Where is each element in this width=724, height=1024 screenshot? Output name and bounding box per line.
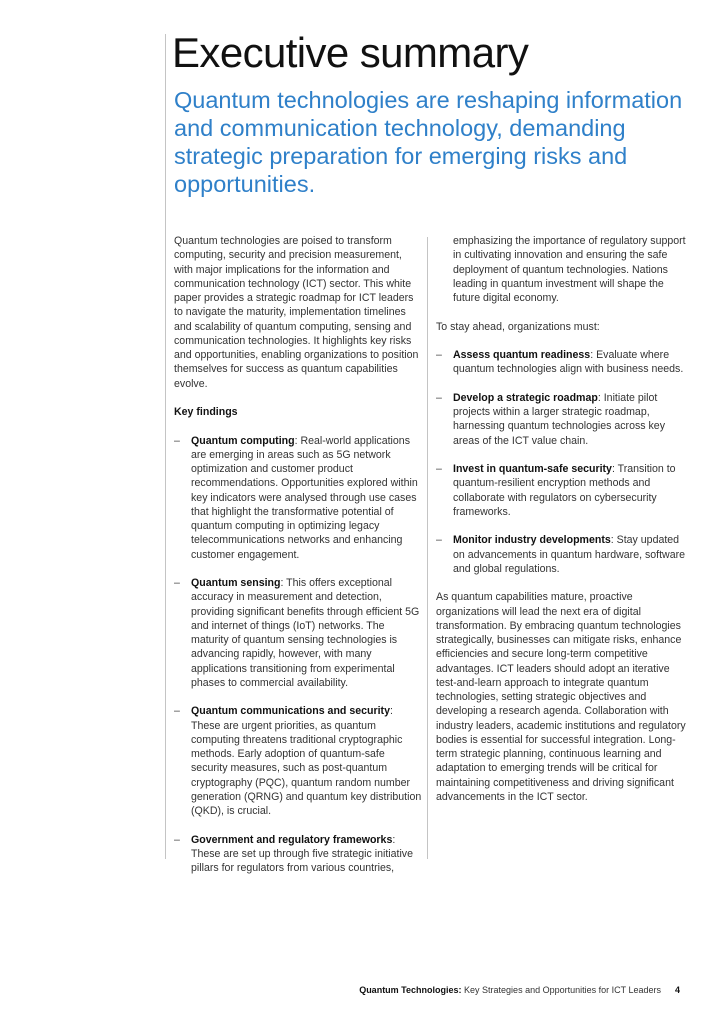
action-item: – Invest in quantum-safe security: Transition to quantum-resilient encryption methods and collaborate with regulators on cybersecurity frameworks. (436, 463, 676, 518)
finding-text: These are set up through five strategic initiative pillars for regulators from various countries, (191, 847, 413, 874)
column-divider (427, 237, 428, 859)
footer-doc-title: Quantum Technologies: (359, 985, 462, 995)
dash-bullet: – (174, 705, 180, 718)
finding-text: These are urgent priorities, as quantum computing threatens traditional cryptographic methods. Early adoption of quantum-safe security measures, such as post-quantum cryptography (PQC), quantum random number generation (QRNG) and quantum key distribution (QKD), is crucial. (191, 719, 422, 817)
page-title: Executive summary (172, 29, 529, 76)
dash-bullet: – (174, 833, 180, 846)
action-label: Assess quantum readiness (453, 349, 591, 361)
footer-doc-subtitle: Key Strategies and Opportunities for ICT Leaders (461, 985, 661, 995)
stay-ahead-intro: To stay ahead, organizations must: (436, 320, 600, 333)
dash-bullet: – (436, 391, 442, 404)
page-number: 4 (674, 985, 680, 995)
action-label: Invest in quantum-safe security (453, 463, 612, 475)
finding-label: Quantum sensing (191, 577, 281, 589)
action-item: – Develop a strategic roadmap: Initiate pilot projects within a larger strategic roadmap, harnessing quantum technologies across key areas of the ICT value chain. (436, 391, 665, 447)
action-text: Transition to quantum-resilient encryption methods and collaborate with regulators on cybersecurity frameworks. (453, 463, 676, 518)
finding-item: – Quantum computing: Real-world applications are emerging in areas such as 5G network optimization and customer product recommendations. Opportunities explored within key indicators were analysed through use cases that highlight the transformative potential of quantum computing in optimizing legacy telecommunications networks and enhancing customer engagement. (174, 434, 418, 561)
finding-text: Real-world applications are emerging in areas such as 5G network optimization and customer product recommendations. Opportunities explored within key indicators were analysed through use cases that highlight the transformative potential of quantum computing in optimizing legacy telecommunications networks and enhancing customer engagement. (191, 434, 418, 561)
finding-label: Government and regulatory frameworks (191, 833, 393, 846)
finding-item: – Government and regulatory frameworks: These are set up through five strategic initiative pillars for regulators from various countries, (174, 833, 413, 874)
finding-continuation: emphasizing the importance of regulatory support in cultivating innovation and ensuring the safe deployment of quantum technologies. Nations leading in quantum investment will shape the future digital economy. (453, 235, 686, 304)
dash-bullet: – (174, 434, 180, 447)
conclusion-paragraph: As quantum capabilities mature, proactive organizations will lead the next era of digital transformation. By embracing quantum technologies strategically, businesses can mitigate risks, enhance efficiencies and secure long-term competitive advantages. ICT leaders should adopt an iterative test-and-learn approach to integrate quantum technologies, setting strategic objectives and developing a research agenda. Collaboration with industry leaders, academic institutions and regulatory bodies is essential for successful integration. Long-term strategic planning, continuous learning and adaptation to emerging trends will be critical for maintaining competitiveness and driving significant advancements in the ICT sector. (436, 591, 686, 803)
action-label: Develop a strategic roadmap (453, 391, 598, 404)
left-margin-rule (165, 34, 166, 859)
finding-text: This offers exceptional accuracy in measurement and detection, providing significant benefits through efficient 5G and internet of things (IoT) networks. The maturity of quantum sensing technologies is advancing rapidly, however, with many applications transitioning from experimental phases to commercial availability. (191, 577, 420, 689)
dash-bullet: – (436, 534, 442, 547)
action-item: – Monitor industry developments: Stay updated on advancements in quantum hardware, software and global regulations. (436, 534, 686, 575)
right-column (436, 234, 690, 818)
intro-paragraph: Quantum technologies are poised to transform computing, security and precision measurement, with major implications for the information and communication technology (ICT) sector. This white paper provides a strategic roadmap for ICT leaders to navigate the maturity, implementation timelines and scalability of quantum computing, sensing and communication technologies. It highlights key risks and opportunities, enabling organizations to position themselves for success as quantum capabilities evolve. (174, 235, 419, 390)
action-text: Evaluate where quantum technologies align with business needs. (453, 349, 684, 376)
page-subtitle: Quantum technologies are reshaping information and communication technology, demanding strategic preparation for emerging risks and opportunities. (174, 87, 683, 197)
dash-bullet: – (174, 577, 180, 589)
page-footer (359, 984, 680, 996)
left-column (174, 234, 422, 890)
action-label: Monitor industry developments (453, 534, 611, 547)
finding-label: Quantum computing (191, 434, 295, 447)
dash-bullet: – (436, 463, 442, 475)
finding-item: – Quantum communications and security: These are urgent priorities, as quantum computing threatens traditional cryptographic methods. Early adoption of quantum-safe security measures, such as post-quantum cryptography (PQC), quantum random number generation (QRNG) and quantum key distribution (QKD), is crucial. (174, 705, 422, 817)
dash-bullet: – (436, 349, 442, 361)
action-item: – Assess quantum readiness: Evaluate where quantum technologies align with business needs. (436, 349, 684, 376)
action-text: Initiate pilot projects within a larger strategic roadmap, harnessing quantum technologies across key areas of the ICT value chain. (453, 391, 665, 447)
finding-item: – Quantum sensing: This offers exceptional accuracy in measurement and detection, providing significant benefits through efficient 5G and internet of things (IoT) networks. The maturity of quantum sensing technologies is advancing rapidly, however, with many applications transitioning from experimental phases to commercial availability. (174, 577, 420, 689)
finding-label: Quantum communications and security (191, 705, 390, 718)
action-text: Stay updated on advancements in quantum hardware, software and global regulations. (453, 534, 686, 575)
key-findings-heading: Key findings (174, 406, 238, 418)
